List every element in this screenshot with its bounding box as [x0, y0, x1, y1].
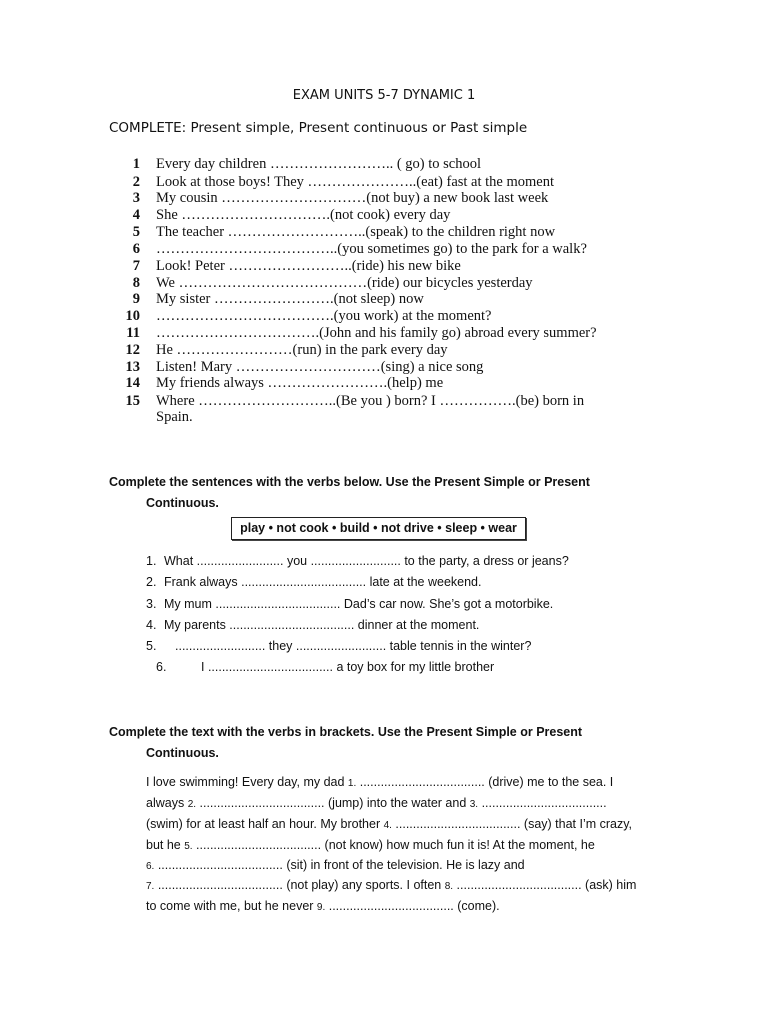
item-text: My mum .................................... Dad’s car now. She’s got a motorbike.	[164, 597, 554, 611]
item-text: My friends always …………………….(help) me	[156, 375, 444, 391]
gap-number: 2.	[187, 799, 197, 810]
item-text: .......................... they .......................... table tennis in the winter?	[175, 639, 532, 653]
text-segment: .................................... (come).	[325, 899, 500, 913]
item-number: 11	[126, 325, 140, 341]
exam-title: EXAM UNITS 5-7 DYNAMIC 1	[292, 88, 476, 103]
paragraph-line	[146, 838, 595, 852]
item-number: 3.	[146, 597, 157, 611]
text-segment: always	[146, 796, 188, 810]
item-number: 9	[132, 291, 140, 307]
item-number: 3	[132, 190, 140, 206]
text-segment: .................................... (ask) him	[453, 878, 637, 892]
item-number: 10	[125, 308, 140, 324]
item-text: My cousin …………………………(not buy) a new book last week	[156, 190, 549, 206]
item-number: 5	[132, 224, 140, 240]
item-text: ……………………………….(you work) at the moment?	[156, 308, 492, 324]
item-number: 14	[125, 375, 140, 391]
text-segment: .................................... (sit) in front of the television. He is lazy and	[154, 858, 525, 872]
item-text: He ……………………(run) in the park every day	[156, 342, 448, 358]
item-text: My sister …………………….(not sleep) now	[156, 291, 424, 307]
item-text: ………………………………..(you sometimes go) to the park for a walk?	[156, 241, 587, 257]
gap-number: 3.	[469, 799, 479, 810]
item-text: The teacher ………………………..(speak) to the children right now	[156, 224, 556, 240]
gap-number: 4.	[383, 820, 392, 831]
text-segment: .................................... (drive) me to the sea. I	[356, 775, 614, 789]
item-text: Frank always .................................... late at the weekend.	[164, 575, 482, 589]
paragraph-line	[146, 775, 613, 789]
item-number: 4.	[146, 618, 157, 632]
paragraph-line	[146, 858, 525, 872]
text-segment: .................................... (say) that I’m crazy,	[391, 817, 633, 831]
text-segment: .................................... (not play) any sports. I often	[154, 878, 445, 892]
section3-heading-line1: Complete the text with the verbs in brackets. Use the Present Simple or Present	[109, 725, 583, 739]
item-number: 13	[125, 359, 140, 375]
paragraph-line	[146, 878, 636, 892]
item-text: Listen! Mary …………………………(sing) a nice song	[156, 359, 484, 375]
item-number: 6.	[156, 660, 167, 674]
gap-number: 7.	[146, 881, 155, 892]
item-number: 4	[132, 207, 140, 223]
item-text: What ......................... you .......................... to the party, a dress or jeans?	[164, 554, 569, 568]
item-number: 7	[132, 258, 140, 274]
text-segment: (swim) for at least half an hour. My brother	[146, 817, 384, 831]
gap-number: 5.	[184, 841, 193, 852]
item-text: …………………………….(John and his family go) abroad every summer?	[156, 325, 597, 341]
item-number: 2	[132, 174, 140, 190]
item-number: 8	[132, 275, 140, 291]
paragraph-line	[146, 899, 500, 913]
item-text: Every day children …………………….. ( go) to school	[156, 156, 481, 172]
text-segment: but he	[146, 838, 185, 852]
item-number: 2.	[146, 575, 157, 589]
item-text: Look at those boys! They …………………..(eat) fast at the moment	[156, 174, 554, 190]
gap-number: 8.	[444, 881, 454, 892]
item-number: 12	[125, 342, 140, 358]
text-segment: ....................................	[478, 796, 607, 810]
gap-number: 6.	[146, 861, 155, 872]
paragraph-line	[146, 796, 607, 810]
paragraph-line	[146, 817, 632, 831]
item-number: 1.	[146, 554, 157, 568]
item-text: Where ………………………..(Be you ) born? I …………….(be) born in	[156, 393, 585, 409]
text-segment: I love swimming! Every day, my dad	[146, 775, 348, 789]
item-number: 6	[132, 241, 140, 257]
section2-heading-line1: Complete the sentences with the verbs below. Use the Present Simple or Present	[109, 475, 590, 489]
item-text: I .................................... a toy box for my little brother	[201, 660, 495, 674]
text-segment: to come with me, but he never	[146, 899, 317, 913]
verb-word-box: play • not cook • build • not drive • sleep • wear	[231, 517, 526, 540]
item-text: We …………………………………(ride) our bicycles yesterday	[156, 275, 533, 291]
item-number: 5.	[146, 639, 157, 653]
gap-number: 1.	[347, 778, 357, 789]
text-segment: .................................... (not know) how much fun it is! At the moment, he	[192, 838, 595, 852]
section3-heading-line2: Continuous.	[146, 746, 219, 760]
item-text: Look! Peter ……………………..(ride) his new bike	[156, 258, 461, 274]
gap-number: 9.	[316, 902, 326, 913]
section2-heading-line2: Continuous.	[146, 496, 219, 510]
item-number: 1	[132, 156, 140, 172]
item-text: She ………………………….(not cook) every day	[156, 207, 451, 223]
text-segment: .................................... (jump) into the water and	[196, 796, 470, 810]
item-number: 15	[125, 393, 140, 409]
section1-heading: COMPLETE: Present simple, Present continuous or Past simple	[109, 120, 528, 136]
item-text: My parents .................................... dinner at the moment.	[164, 618, 480, 632]
item-text: Spain.	[156, 409, 193, 425]
